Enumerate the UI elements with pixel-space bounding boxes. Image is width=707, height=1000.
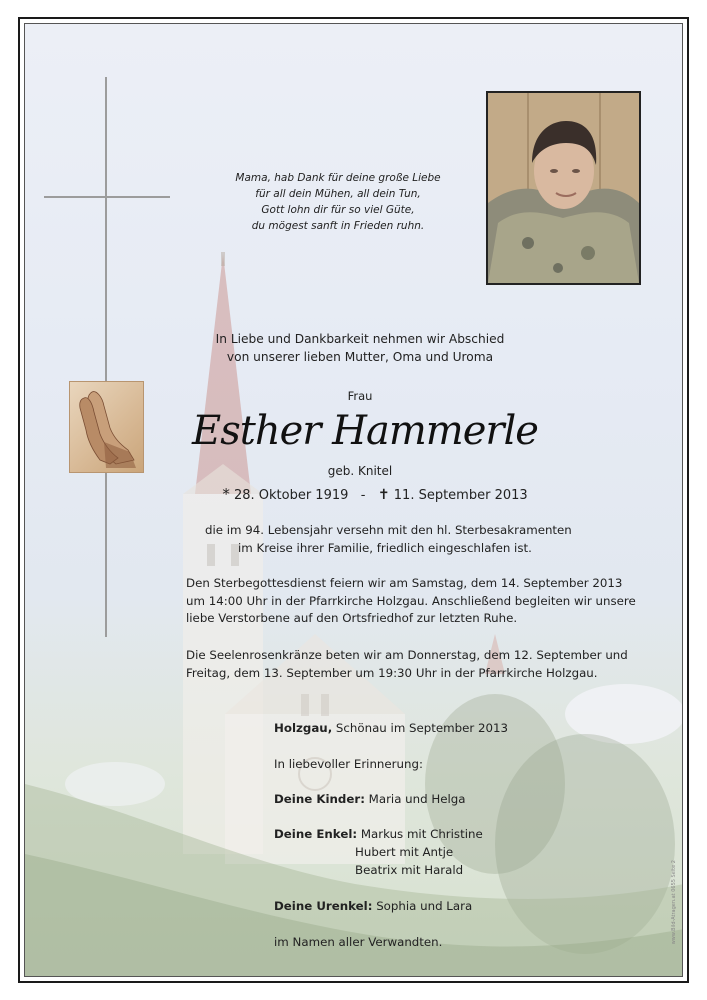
rosary-line: Die Seelenrosenkränze beten wir am Donnerstag, dem 12. September und xyxy=(186,648,628,662)
children-label: Deine Kinder: xyxy=(274,792,365,806)
maiden-name: geb. Knitel xyxy=(327,464,393,478)
place-name: Holzgau, xyxy=(274,721,333,735)
portrait-photo xyxy=(486,91,641,285)
great-grandchildren-line xyxy=(274,898,472,915)
funeral-service-text xyxy=(186,575,636,628)
service-line: um 14:00 Uhr in der Pfarrkirche Holzgau. Anschließend begleiten wir unsere xyxy=(186,593,636,608)
printer-credit: www.Bild-Atragen.at 0655 Seite 2 xyxy=(671,860,677,945)
birth-symbol: * xyxy=(222,485,230,503)
praying-hands-icon xyxy=(69,381,144,473)
passing-line: die im 94. Lebensjahr versehn mit den hl. Sterbesakramenten xyxy=(205,523,572,537)
cross-icon-vertical xyxy=(105,77,107,637)
farewell-intro xyxy=(160,330,560,366)
intro-line: von unserer lieben Mutter, Oma und Uroma xyxy=(226,350,494,364)
memorial-verse xyxy=(230,170,446,234)
grandchildren-name: Beatrix mit Harald xyxy=(355,863,464,877)
passing-text xyxy=(205,522,572,557)
place-date-rest: Schönau im September 2013 xyxy=(332,721,509,735)
place-date xyxy=(274,720,508,737)
grandchildren-name: Markus mit Christine xyxy=(360,827,483,841)
intro-line: In Liebe und Dankbarkeit nehmen wir Abschied xyxy=(215,332,505,346)
verse-line: Mama, hab Dank für deine große Liebe xyxy=(235,172,441,184)
life-dates xyxy=(200,485,550,503)
cross-icon-horizontal xyxy=(44,196,170,198)
great-grandchildren-label: Deine Urenkel: xyxy=(274,899,373,913)
service-line: Den Sterbegottesdienst feiern wir am Samstag, dem 14. September 2013 xyxy=(186,576,623,590)
children-line xyxy=(274,791,466,808)
memory-line: In liebevoller Erinnerung: xyxy=(274,757,423,771)
rosary-text xyxy=(186,647,628,682)
passing-line: im Kreise ihrer Familie, friedlich eingeschlafen ist. xyxy=(238,540,532,555)
deceased-name: Esther Hammerle xyxy=(192,408,538,454)
service-line: liebe Verstorbene auf den Ortsfriedhof zur letzten Ruhe. xyxy=(186,611,518,625)
death-date: 11. September 2013 xyxy=(393,488,528,503)
grandchildren-label: Deine Enkel: xyxy=(274,827,358,841)
death-symbol: ✝ xyxy=(377,487,390,503)
grandchildren-line xyxy=(274,826,483,843)
closing-line: im Namen aller Verwandten. xyxy=(274,935,443,949)
verse-line: du mögest sanft in Frieden ruhn. xyxy=(251,220,425,232)
date-separator: - xyxy=(360,488,366,503)
grandchildren-name: Hubert mit Antje xyxy=(355,845,454,859)
great-grandchildren-names: Sophia und Lara xyxy=(376,899,473,913)
rosary-line: Freitag, dem 13. September um 19:30 Uhr in der Pfarrkirche Holzgau. xyxy=(186,665,598,680)
verse-line: Gott lohn dir für so viel Güte, xyxy=(261,204,415,216)
verse-line: für all dein Mühen, all dein Tun, xyxy=(255,188,421,200)
children-names: Maria und Helga xyxy=(368,792,466,806)
salutation: Frau xyxy=(347,389,373,403)
birth-date: 28. Oktober 1919 xyxy=(233,488,349,503)
